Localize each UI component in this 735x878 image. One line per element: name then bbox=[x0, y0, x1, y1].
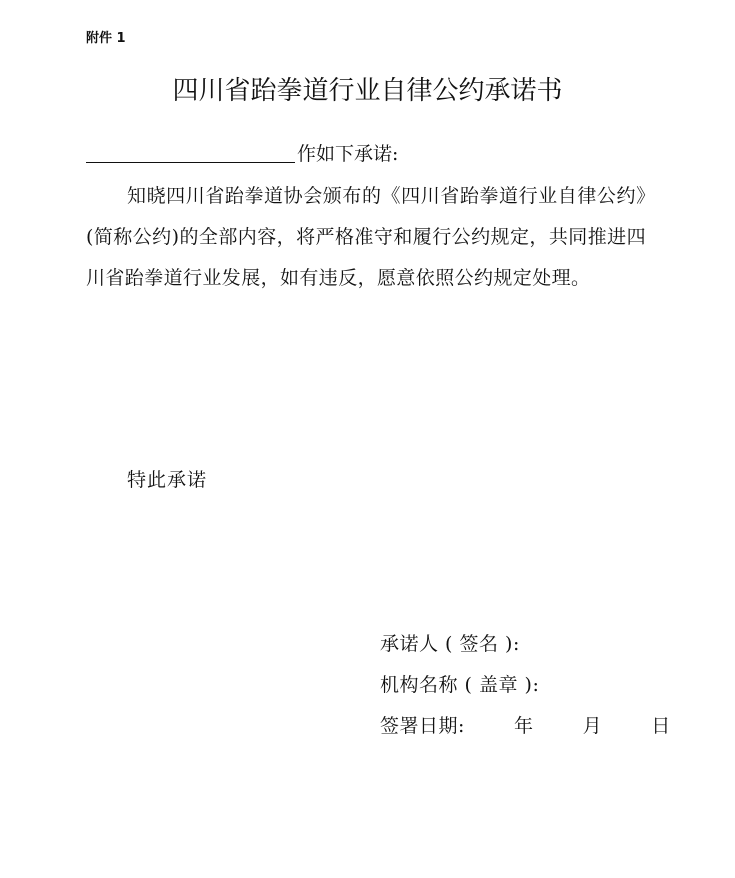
body-paragraph: 知晓四川省跆拳道协会颁布的《四川省跆拳道行业自律公约》(简称公约)的全部内容，将严格准守和履行公约规定，共同推进四川省跆拳道行业发展，如有违反，愿意依照公约规定处理。 bbox=[86, 185, 646, 289]
closing-statement: 特此承诺 bbox=[127, 469, 208, 491]
signing-date-label: 签署日期: bbox=[380, 715, 465, 737]
day-label: 日 bbox=[651, 715, 671, 737]
name-blank-line bbox=[86, 162, 295, 163]
pledge-intro-line bbox=[86, 140, 398, 166]
year-label: 年 bbox=[514, 715, 534, 737]
signing-date-row bbox=[380, 708, 671, 749]
month-label: 月 bbox=[582, 715, 603, 737]
document-title: 四川省跆拳道行业自律公约承诺书 bbox=[172, 76, 563, 106]
pledge-intro-text: 作如下承诺: bbox=[297, 143, 399, 165]
signature-block bbox=[380, 626, 671, 749]
pledger-signature-label: 承诺人 ( 签名 ): bbox=[380, 633, 520, 655]
organization-seal-label: 机构名称 ( 盖章 ): bbox=[380, 674, 540, 696]
attachment-label: 附件 1 bbox=[86, 31, 126, 46]
